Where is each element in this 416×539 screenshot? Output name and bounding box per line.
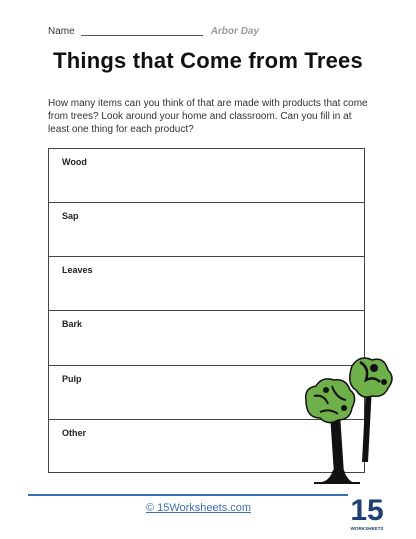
name-row [48,26,259,37]
page-title: Things that Come from Trees [53,48,363,73]
instructions: How many items can you think of that are made with products that come from trees? Look around your home and classroom. Can you fill in at least one thing for each product? [48,98,368,135]
box-label: Other [62,427,87,438]
logo-text: WORKSHEETS [350,526,384,531]
answer-box-leaves[interactable] [49,257,364,311]
answer-box-wood[interactable] [49,149,364,203]
site-logo [352,490,382,534]
answer-box-sap[interactable] [49,203,364,257]
name-field-line[interactable] [81,27,203,36]
name-label: Name [48,26,75,37]
copyright-link[interactable]: © 15Worksheets.com [145,502,252,514]
subject-label: Arbor Day [210,26,260,37]
box-label: Wood [62,157,87,167]
box-label: Bark [62,319,83,330]
footer-copyright[interactable] [0,502,397,514]
tree-illustration [300,352,400,487]
box-label: Pulp [62,373,82,384]
box-label: Leaves [62,265,93,276]
footer-divider [28,494,348,496]
logo-number: 15 [350,494,384,527]
box-label: Sap [62,211,79,222]
